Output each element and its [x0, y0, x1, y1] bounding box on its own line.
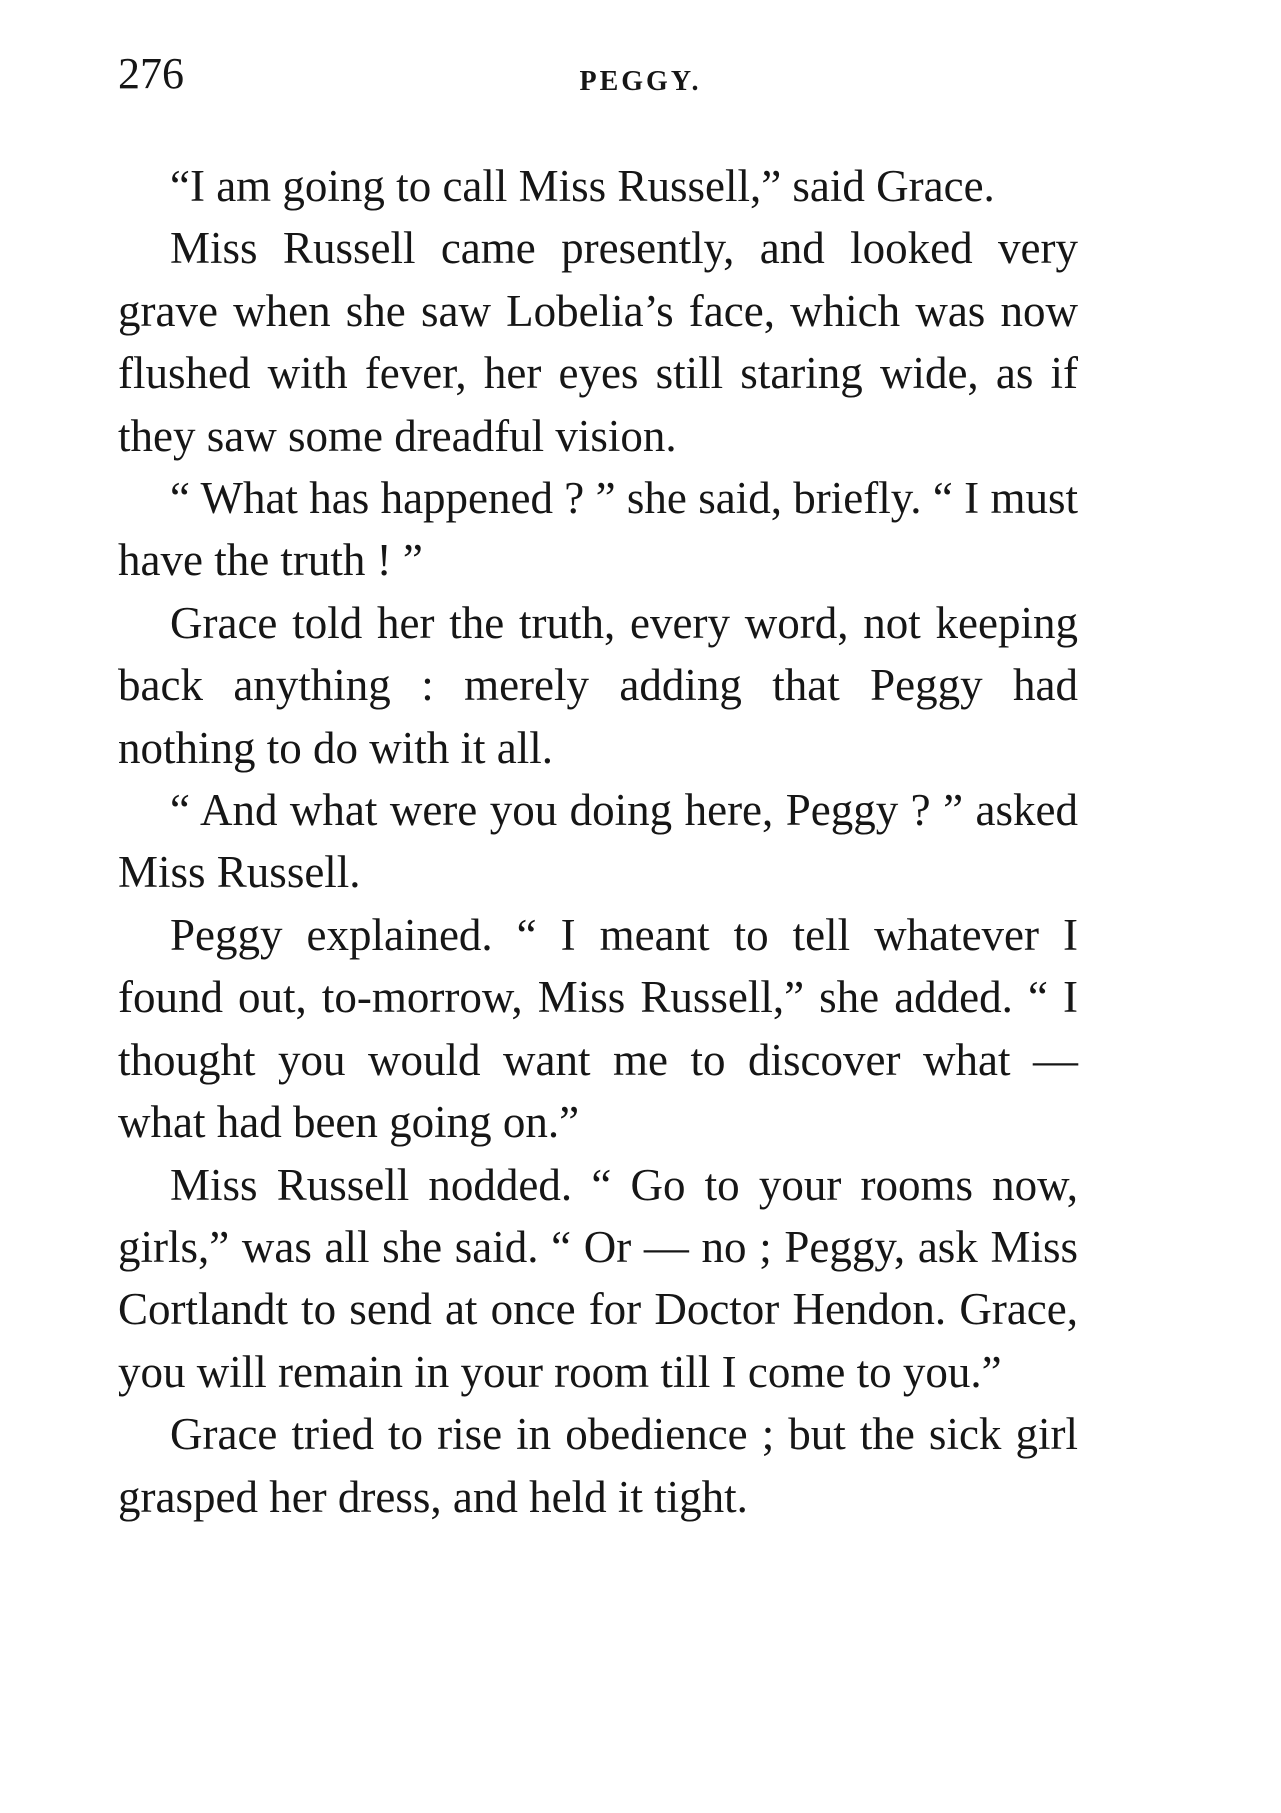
paragraph: Peggy explained. “ I meant to tell whatever I found out, to-morrow, Miss Russell,” she added. “ I thought you would want me to discover what — what had been going on.” [118, 909, 1078, 1148]
page-number: 276 [118, 49, 184, 98]
paragraph: Miss Russell came presently, and looked very grave when she saw Lobelia’s face, which was now flushed with fever, her eyes still staring wide, as if they saw some dreadful vision. [118, 223, 1078, 461]
paragraph: Grace told her the truth, every word, not keeping back anything : merely adding that Peggy had nothing to do with it all. [118, 597, 1078, 773]
paragraph: “ And what were you doing here, Peggy ? ” asked Miss Russell. [118, 785, 1078, 898]
body-text [118, 155, 1078, 1528]
paragraph: “I am going to call Miss Russell,” said Grace. [170, 161, 995, 211]
paragraph: “ What has happened ? ” she said, briefly. “ I must have the truth ! ” [118, 473, 1078, 586]
running-title: PEGGY. [579, 66, 702, 97]
paragraph: Miss Russell nodded. “ Go to your rooms now, girls,” was all she said. “ Or — no ; Peggy, ask Miss Cortlandt to send at once for Doctor Hendon. Grace, you will remain in your room till I come to you.” [118, 1159, 1078, 1397]
paragraph: Grace tried to rise in obedience ; but the sick girl grasped her dress, and held it tight. [118, 1409, 1078, 1522]
